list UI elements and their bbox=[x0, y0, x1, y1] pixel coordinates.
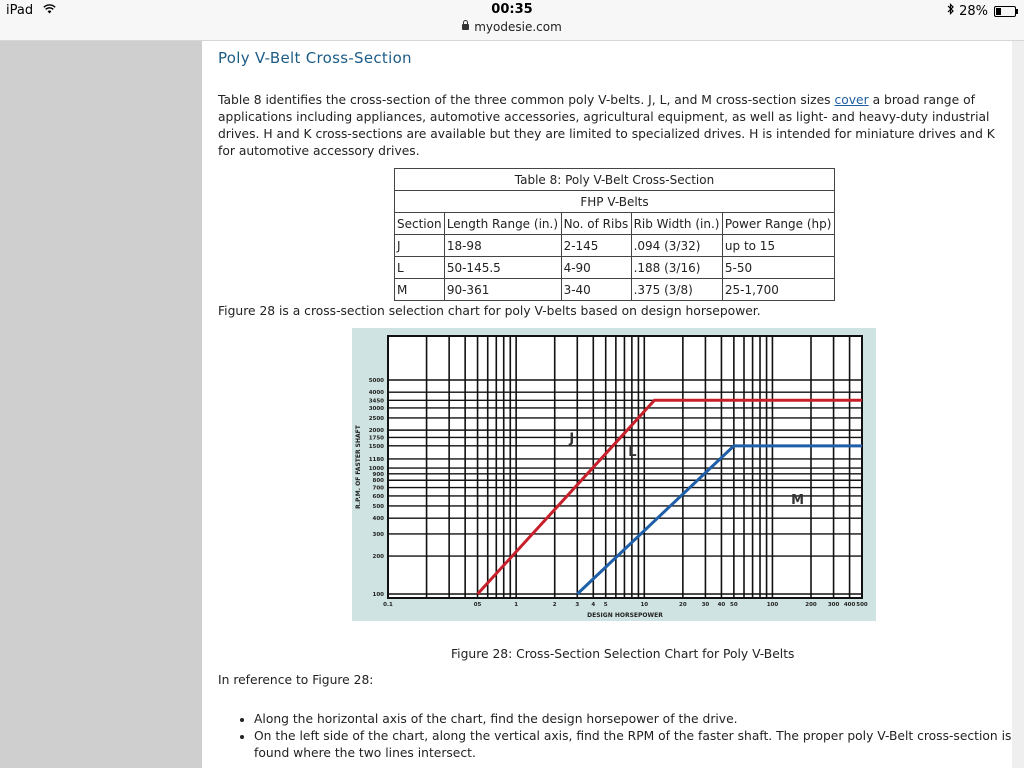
x-tick-label: 50 bbox=[730, 602, 738, 608]
y-tick-label: 2500 bbox=[368, 415, 384, 422]
y-tick-label: 4000 bbox=[368, 390, 384, 397]
url-text: myodesie.com bbox=[474, 20, 562, 34]
status-bar bbox=[0, 0, 1024, 41]
figure-caption: Figure 28: Cross-Section Selection Chart for Poly V-Belts bbox=[451, 647, 795, 661]
table-cell: L bbox=[395, 257, 445, 279]
intro-text-start: Table 8 identifies the cross-section of the three common poly V-belts. J, L, and M cross-section sizes bbox=[218, 93, 835, 107]
cross-section-table bbox=[394, 168, 835, 301]
x-tick-label: 2 bbox=[552, 602, 557, 608]
table-row bbox=[395, 235, 835, 257]
status-right bbox=[947, 3, 1016, 19]
y-tick-label: 1750 bbox=[368, 435, 384, 442]
x-tick-label: 4 bbox=[591, 602, 596, 608]
y-tick-label: 300 bbox=[372, 531, 384, 538]
battery-fill bbox=[996, 8, 1001, 15]
y-tick-label: 600 bbox=[372, 493, 384, 500]
table-row bbox=[395, 279, 835, 301]
x-tick-label: 200 bbox=[805, 602, 817, 608]
x-tick-label: 1 bbox=[514, 602, 519, 608]
table-cell: 90-361 bbox=[444, 279, 561, 301]
table-cell: .375 (3/8) bbox=[631, 279, 722, 301]
table-cell: 3-40 bbox=[561, 279, 631, 301]
article-title: Poly V-Belt Cross-Section bbox=[218, 49, 412, 67]
table-subcaption: FHP V-Belts bbox=[395, 191, 835, 213]
list-item: • Along the horizontal axis of the chart, find the design horsepower of the drive. bbox=[254, 711, 1024, 728]
x-tick-label: 3 bbox=[575, 602, 580, 608]
lock-icon bbox=[462, 24, 469, 30]
table-row bbox=[395, 257, 835, 279]
header-length-range: Length Range (in.) bbox=[444, 213, 561, 235]
x-tick-label: 400 bbox=[843, 602, 856, 608]
y-tick-label: 3450 bbox=[368, 398, 384, 405]
header-section: Section bbox=[395, 213, 445, 235]
x-tick-label: 40 bbox=[717, 602, 726, 608]
y-tick-label: 700 bbox=[372, 485, 384, 492]
table-cell: M bbox=[395, 279, 445, 301]
reference-text: In reference to Figure 28: bbox=[218, 673, 374, 687]
header-rib-width: Rib Width (in.) bbox=[631, 213, 722, 235]
x-tick-label: 300 bbox=[827, 602, 840, 608]
x-tick-label: 5 bbox=[603, 602, 608, 608]
table-cell: 18-98 bbox=[444, 235, 561, 257]
y-tick-label: 400 bbox=[372, 516, 384, 523]
table-cell: 50-145.5 bbox=[444, 257, 561, 279]
table-cell: J bbox=[395, 235, 445, 257]
clock: 00:35 bbox=[491, 2, 533, 17]
right-margin bbox=[1012, 41, 1024, 768]
x-tick-label: 100 bbox=[766, 602, 779, 608]
x-tick-label: 20 bbox=[679, 602, 687, 608]
address-bar[interactable] bbox=[0, 20, 1024, 34]
table-cell: .188 (3/16) bbox=[631, 257, 722, 279]
region-label: M bbox=[791, 492, 805, 508]
region-label: L bbox=[628, 444, 637, 460]
y-tick-label: 1500 bbox=[368, 443, 384, 450]
y-axis-label: R.P.M. OF FASTER SHAFT bbox=[355, 425, 362, 509]
table-cell: 5-50 bbox=[722, 257, 834, 279]
bluetooth-icon bbox=[947, 3, 955, 19]
region-label: J bbox=[569, 431, 575, 447]
left-sidebar bbox=[0, 41, 202, 768]
selection-chart bbox=[352, 328, 876, 621]
header-no-of-ribs: No. of Ribs bbox=[561, 213, 631, 235]
y-tick-label: 200 bbox=[372, 554, 384, 561]
x-tick-label: 0.1 bbox=[383, 602, 393, 608]
y-tick-label: 3000 bbox=[368, 405, 384, 412]
table-cell: 25-1,700 bbox=[722, 279, 834, 301]
y-tick-label: 500 bbox=[372, 503, 384, 510]
article-content bbox=[202, 41, 1012, 768]
y-tick-label: 1000 bbox=[368, 466, 384, 473]
list-item: • On the left side of the chart, along the vertical axis, find the RPM of the faster shaft. The proper poly V-Belt cross-section is found where the two lines intersect. bbox=[254, 728, 1024, 762]
y-tick-label: 900 bbox=[372, 471, 384, 478]
y-tick-label: 1180 bbox=[368, 456, 384, 463]
intro-text-end: a broad range of applications including appliances, automotive accessories, agricultural equipment, as well as light- and heavy-duty industrial drives. H and K cross-sections are available but they are limited to specialized drives. H is intended for miniature drives and K for automotive accessory drives. bbox=[218, 93, 995, 158]
selection-chart-svg bbox=[352, 328, 876, 621]
battery-percent: 28% bbox=[959, 3, 988, 19]
table-cell: up to 15 bbox=[722, 235, 834, 257]
x-tick-label: 30 bbox=[701, 602, 710, 608]
instruction-list bbox=[218, 711, 1024, 762]
table-cell: 4-90 bbox=[561, 257, 631, 279]
header-power-range: Power Range (hp) bbox=[722, 213, 834, 235]
device-name: iPad bbox=[6, 3, 34, 18]
y-tick-label: 2000 bbox=[368, 428, 384, 435]
figure-intro: Figure 28 is a cross-section selection chart for poly V-belts based on design horsepower. bbox=[218, 304, 761, 318]
intro-paragraph bbox=[218, 92, 998, 160]
x-tick-label: 500 bbox=[856, 602, 868, 608]
x-axis-label: DESIGN HORSEPOWER bbox=[587, 612, 663, 619]
x-tick-label: 10 bbox=[640, 602, 649, 608]
y-tick-label: 800 bbox=[372, 478, 384, 485]
table-caption: Table 8: Poly V-Belt Cross-Section bbox=[395, 169, 835, 191]
cover-link[interactable]: cover bbox=[834, 93, 869, 107]
battery-icon bbox=[994, 6, 1016, 17]
table-cell: 2-145 bbox=[561, 235, 631, 257]
table-header-row bbox=[395, 213, 835, 235]
y-tick-label: 5000 bbox=[368, 378, 384, 384]
table-cell: .094 (3/32) bbox=[631, 235, 722, 257]
x-tick-label: 05 bbox=[473, 602, 482, 608]
y-tick-label: 100 bbox=[372, 592, 384, 598]
